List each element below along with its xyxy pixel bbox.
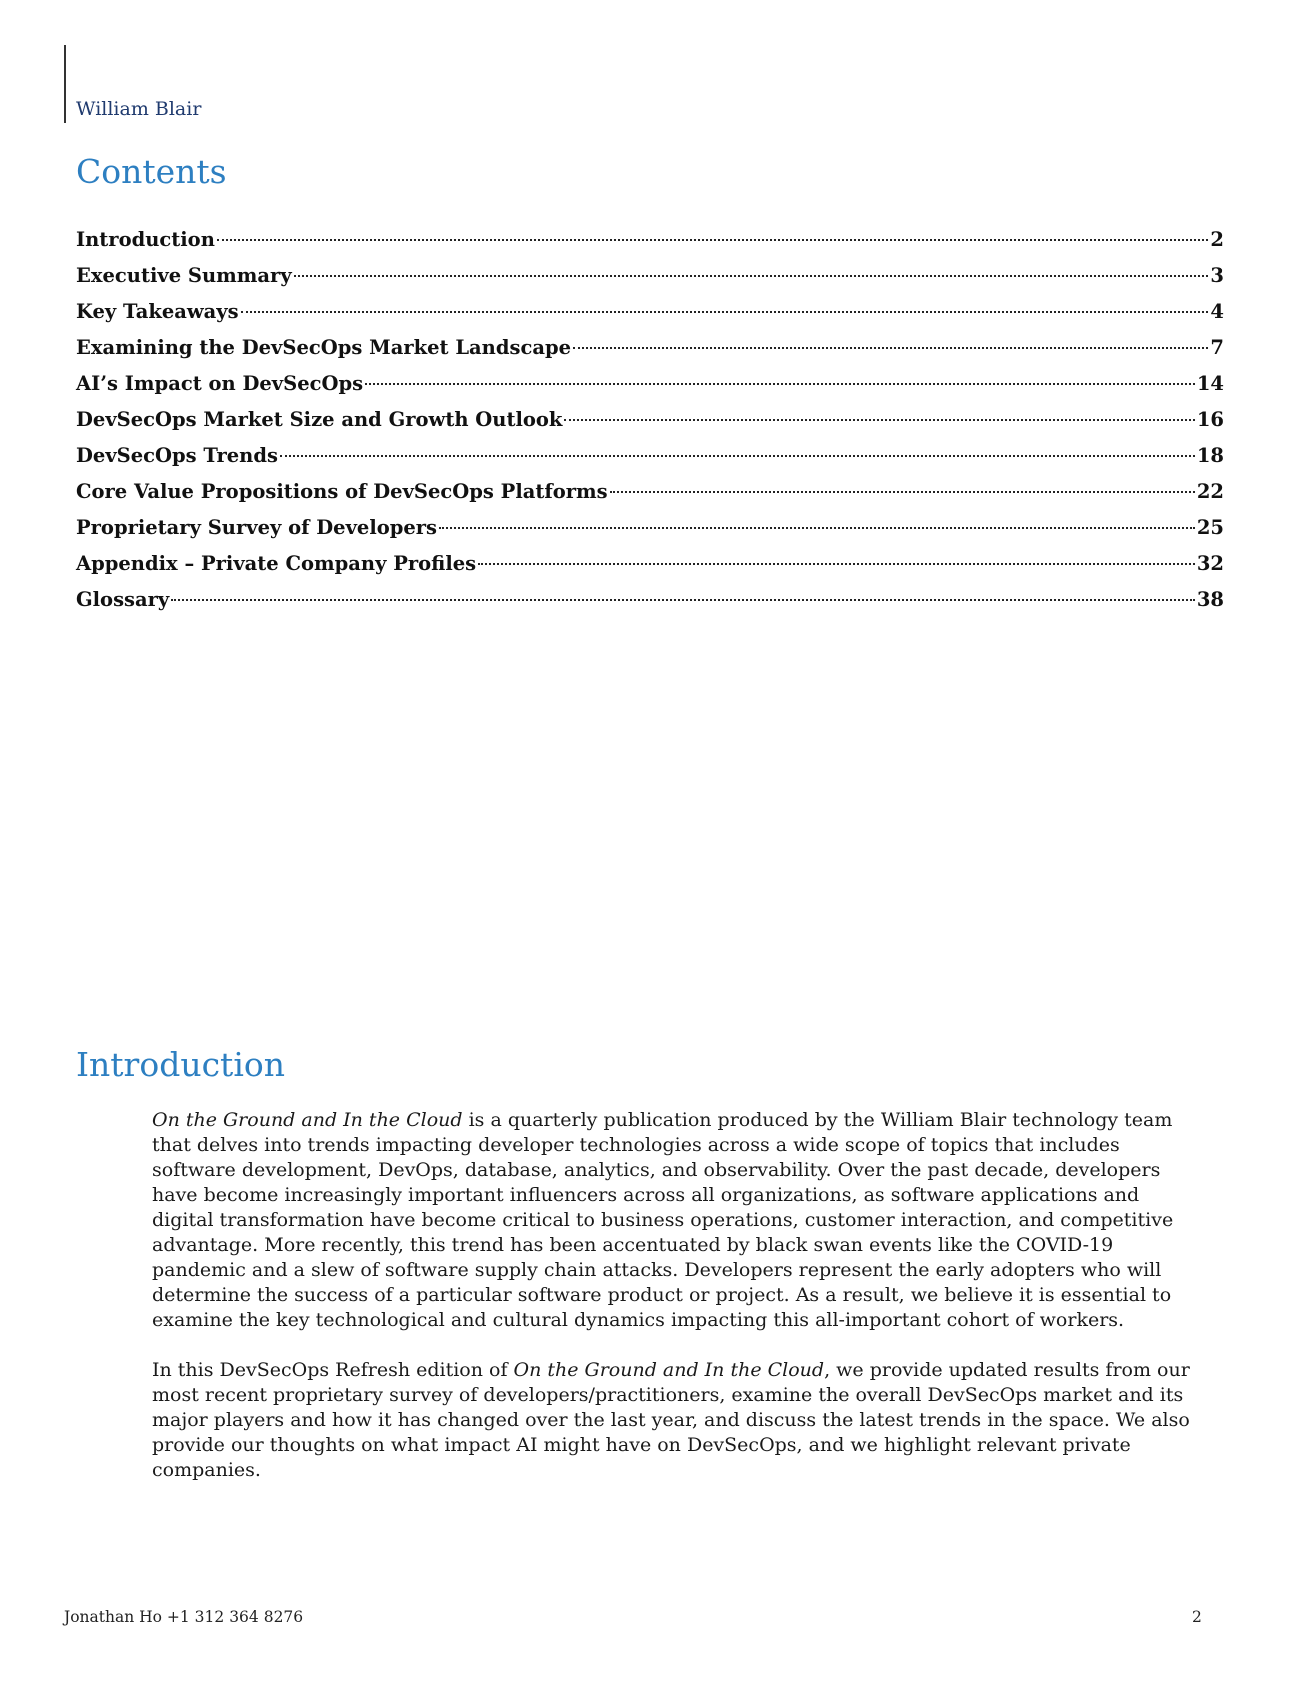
toc-label: Key Takeaways <box>76 300 239 323</box>
header-rule <box>64 45 66 123</box>
toc-leader-dots <box>280 455 1195 457</box>
toc-item-survey[interactable] <box>76 516 1224 552</box>
paragraph-text: is a quarterly publication produced by the William Blair technology team that delves into trends impacting developer technologies across a wide scope of topics that includes software development, DevOps, database, analytics, and observability. Over the past decade, developers have become increasingly important influencers across all organizations, as software applications and digital transformation have become critical to business operations, customer interaction, and competitive advantage. More recently, this trend has been accentuated by black swan events like the COVID-19 pandemic and a slew of software supply chain attacks. Developers represent the early adopters who will determine the success of a particular software product or project. As a result, we believe it is essential to examine the key technological and cultural dynamics impacting this all-important cohort of workers. <box>152 1109 1174 1331</box>
toc-page-number: 18 <box>1196 444 1224 467</box>
toc-page-number: 22 <box>1196 480 1224 503</box>
paragraph-text: , we provide updated results from our most recent proprietary survey of developers/practitioners, examine the overall DevSecOps market and its major players and how it has changed over the last year, and discuss the latest trends in the space. We also provide our thoughts on what impact AI might have on DevSecOps, and we highlight relevant private companies. <box>152 1359 1190 1481</box>
toc-label: Core Value Propositions of DevSecOps Platforms <box>76 480 608 503</box>
toc-leader-dots <box>171 599 1195 601</box>
toc-leader-dots <box>294 275 1209 277</box>
publication-title: On the Ground and In the Cloud <box>513 1359 825 1381</box>
toc-label: Executive Summary <box>76 264 292 287</box>
toc-label: DevSecOps Market Size and Growth Outlook <box>76 408 563 431</box>
toc-item-market-size[interactable] <box>76 408 1224 444</box>
toc-leader-dots <box>241 311 1209 313</box>
toc-item-trends[interactable] <box>76 444 1224 480</box>
contents-title: Contents <box>76 152 227 191</box>
toc-leader-dots <box>217 239 1209 241</box>
toc-page-number: 14 <box>1196 372 1224 395</box>
table-of-contents <box>76 228 1224 624</box>
toc-page-number: 2 <box>1210 228 1224 251</box>
toc-page-number: 32 <box>1196 552 1224 575</box>
toc-label: AI’s Impact on DevSecOps <box>76 372 364 395</box>
brand-name: William Blair <box>76 98 202 120</box>
toc-item-market-landscape[interactable] <box>76 336 1224 372</box>
toc-item-appendix[interactable] <box>76 552 1224 588</box>
introduction-paragraph-2 <box>152 1358 1192 1483</box>
toc-item-value-propositions[interactable] <box>76 480 1224 516</box>
toc-page-number: 16 <box>1196 408 1224 431</box>
toc-label: Proprietary Survey of Developers <box>76 516 438 539</box>
toc-leader-dots <box>439 527 1195 529</box>
toc-leader-dots <box>564 419 1194 421</box>
footer-author-contact: Jonathan Ho +1 312 364 8276 <box>64 1608 304 1626</box>
toc-leader-dots <box>478 563 1195 565</box>
toc-page-number: 3 <box>1210 264 1224 287</box>
toc-item-introduction[interactable] <box>76 228 1224 264</box>
toc-page-number: 38 <box>1196 588 1224 611</box>
toc-leader-dots <box>610 491 1195 493</box>
toc-item-executive-summary[interactable] <box>76 264 1224 300</box>
toc-item-glossary[interactable] <box>76 588 1224 624</box>
toc-leader-dots <box>573 347 1208 349</box>
toc-page-number: 7 <box>1210 336 1224 359</box>
paragraph-text: In this DevSecOps Refresh edition of <box>152 1359 514 1381</box>
publication-title: On the Ground and In the Cloud <box>152 1109 463 1131</box>
toc-item-key-takeaways[interactable] <box>76 300 1224 336</box>
toc-label: Introduction <box>76 228 215 251</box>
toc-label: DevSecOps Trends <box>76 444 278 467</box>
introduction-paragraph-1 <box>152 1108 1192 1333</box>
introduction-heading: Introduction <box>76 1045 285 1084</box>
toc-label: Glossary <box>76 588 170 611</box>
toc-label: Examining the DevSecOps Market Landscape <box>76 336 572 359</box>
toc-leader-dots <box>365 383 1195 385</box>
footer-page-number: 2 <box>1192 1608 1202 1626</box>
toc-page-number: 25 <box>1196 516 1224 539</box>
introduction-body <box>152 1108 1192 1508</box>
toc-page-number: 4 <box>1210 300 1224 323</box>
toc-item-ai-impact[interactable] <box>76 372 1224 408</box>
toc-label: Appendix – Private Company Profiles <box>76 552 477 575</box>
